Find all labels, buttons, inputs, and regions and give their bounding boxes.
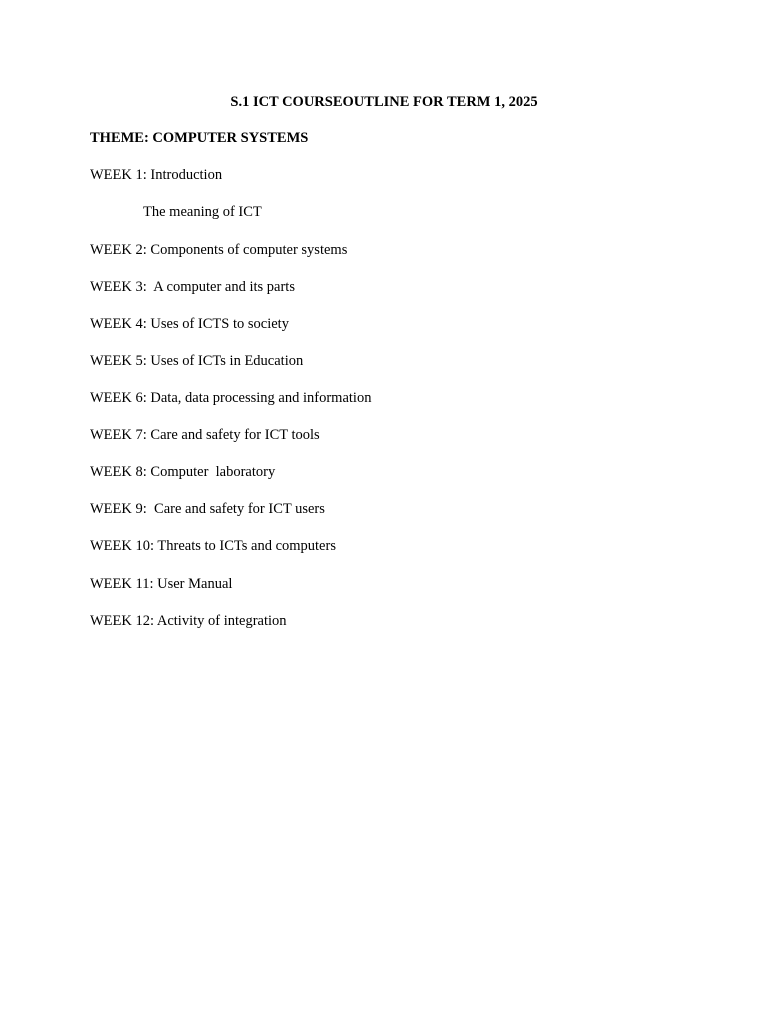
week-8-line: WEEK 8: Computer laboratory (90, 464, 276, 480)
week-9-line: WEEK 9: Care and safety for ICT users (90, 501, 325, 517)
theme-heading: THEME: COMPUTER SYSTEMS (90, 130, 309, 146)
week-7-line: WEEK 7: Care and safety for ICT tools (90, 427, 320, 443)
week-1-line: WEEK 1: Introduction (90, 167, 223, 183)
document-title: S.1 ICT COURSEOUTLINE FOR TERM 1, 2025 (230, 94, 538, 110)
week-5-line: WEEK 5: Uses of ICTs in Education (90, 353, 304, 369)
week-11-line: WEEK 11: User Manual (90, 576, 233, 592)
week-1-subtopic: The meaning of ICT (143, 204, 262, 220)
week-2-line: WEEK 2: Components of computer systems (90, 242, 348, 258)
week-6-line: WEEK 6: Data, data processing and information (90, 390, 372, 406)
week-3-line: WEEK 3: A computer and its parts (90, 279, 295, 295)
week-4-line: WEEK 4: Uses of ICTS to society (90, 316, 289, 332)
week-10-line: WEEK 10: Threats to ICTs and computers (90, 538, 336, 554)
week-12-line: WEEK 12: Activity of integration (90, 613, 287, 629)
